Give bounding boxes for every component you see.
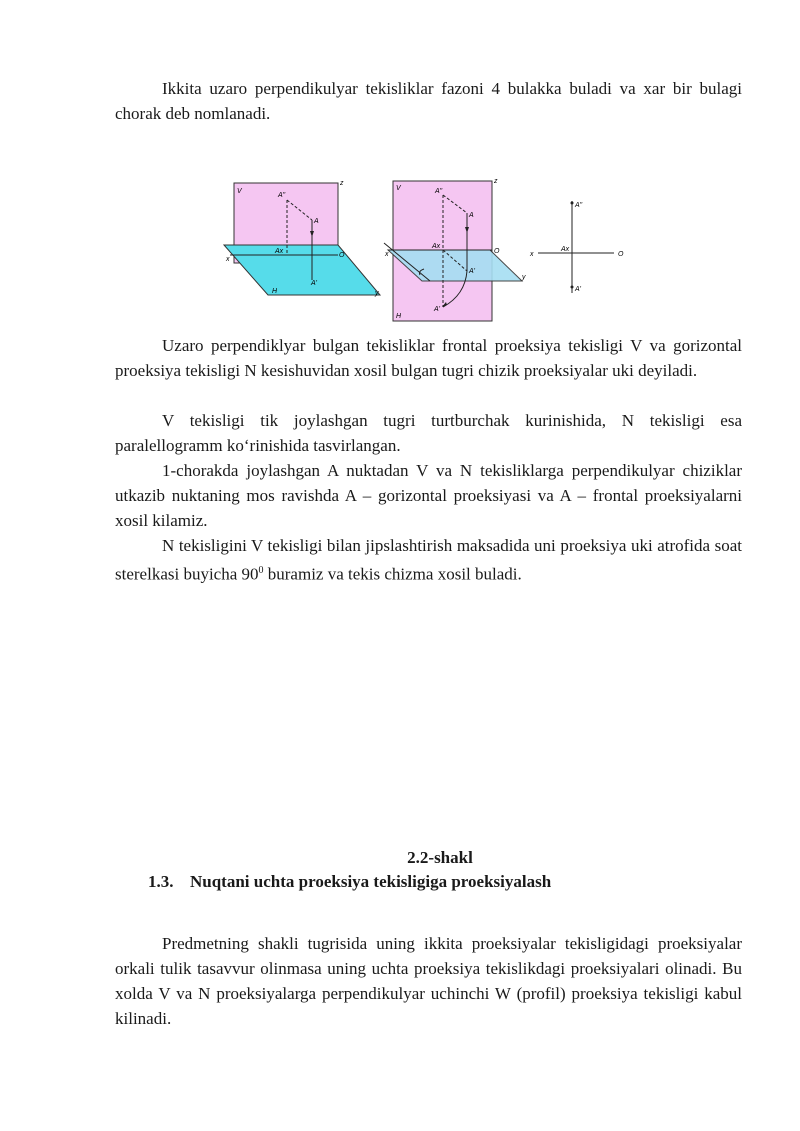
label-x: x [530,251,534,258]
diagram-2 [384,178,526,321]
label-h: H [396,313,402,320]
label-a3: A" [575,202,583,209]
figure-caption: 2.2-shakl [407,848,473,867]
label-z: z [494,178,498,185]
paragraph-point-projections: 1-chorakda joylashgan A nuktadan V va N tekisliklarga perpendikulyar chiziklar utkazib nuktaning mos ravishda A – gorizontal proeksiyasi va A – frontal proeksiyalarni xosil kilamiz. [115,461,742,530]
paragraph-quadrants: Ikkita uzaro perpendikulyar tekisliklar fazoni 4 bulakka buladi va xar bir bulagi chorak deb nomlanadi. [115,79,742,123]
diagram-1 [224,180,380,297]
label-x: x [385,251,389,258]
label-a-rotated: A' [434,306,441,313]
label-v: V [237,188,242,195]
horizontal-plane-h [224,245,380,295]
paragraph-projection-axis: Uzaro perpendiklyar bulgan tekisliklar frontal proeksiya tekisligi V va gorizontal proeksiya tekisligi N kesishuvidan xosil bulgan tugri chizik proeksiyalar uki deyiladi. [115,336,742,380]
label-y: y [522,274,526,281]
label-ax: Ax [275,248,284,255]
label-a2: A" [435,188,443,195]
diagram-3-epure [529,201,624,293]
section-title: Nuqtani uchta proeksiya tekisligiga proeksiyalash [190,872,552,891]
paragraph-rotation [115,533,742,587]
label-z: z [340,180,344,187]
label-a: A [469,212,474,219]
figure-projection-planes [0,175,800,325]
section-heading [148,872,551,892]
section-number: 1.3. [148,872,174,891]
label-a2: A" [278,192,286,199]
degree-superscript: 0 [258,565,264,576]
paragraph-rotation-text-end: buramiz va tekis chizma xosil buladi. [263,564,522,584]
paragraph-rotation-text: N tekisligini V tekisligi bilan jipslashtirish maksadida uni proeksiya uki atrofida soat sterelkasi buyicha 90 [115,536,742,584]
label-y: y [375,290,379,297]
label-o: O [618,251,624,258]
label-ax: Ax [432,243,441,250]
point-a2 [571,202,574,205]
label-ax: Ax [561,246,570,253]
label-o: O [494,248,500,255]
label-v: V [396,185,401,192]
label-a1: A' [469,268,476,275]
label-a: A [314,218,319,225]
point-a1 [571,286,574,289]
paragraph-third-plane: Predmetning shakli tugrisida uning ikkita proeksiyalar tekisligidagi proeksiyalar orkali tulik tasavvur olinmasa uning uchta proeksiya tekislikdagi proeksiyalari olinadi. Bu xolda V va N proeksiyalarga perpendikulyar uchinchi W (profil) proeksiya tekisligi kabul kilinadi. [115,934,742,1028]
paragraph-plane-shapes: V tekisligi tik joylashgan tugri turtburchak kurinishida, N tekisligi esa paralellogramm ko‘rinishida tasvirlangan. [115,411,742,455]
label-o: O [339,252,345,259]
label-a1: A' [311,280,318,287]
label-h1: H [272,288,278,295]
label-a4: A' [575,286,582,293]
label-x: x [226,256,230,263]
